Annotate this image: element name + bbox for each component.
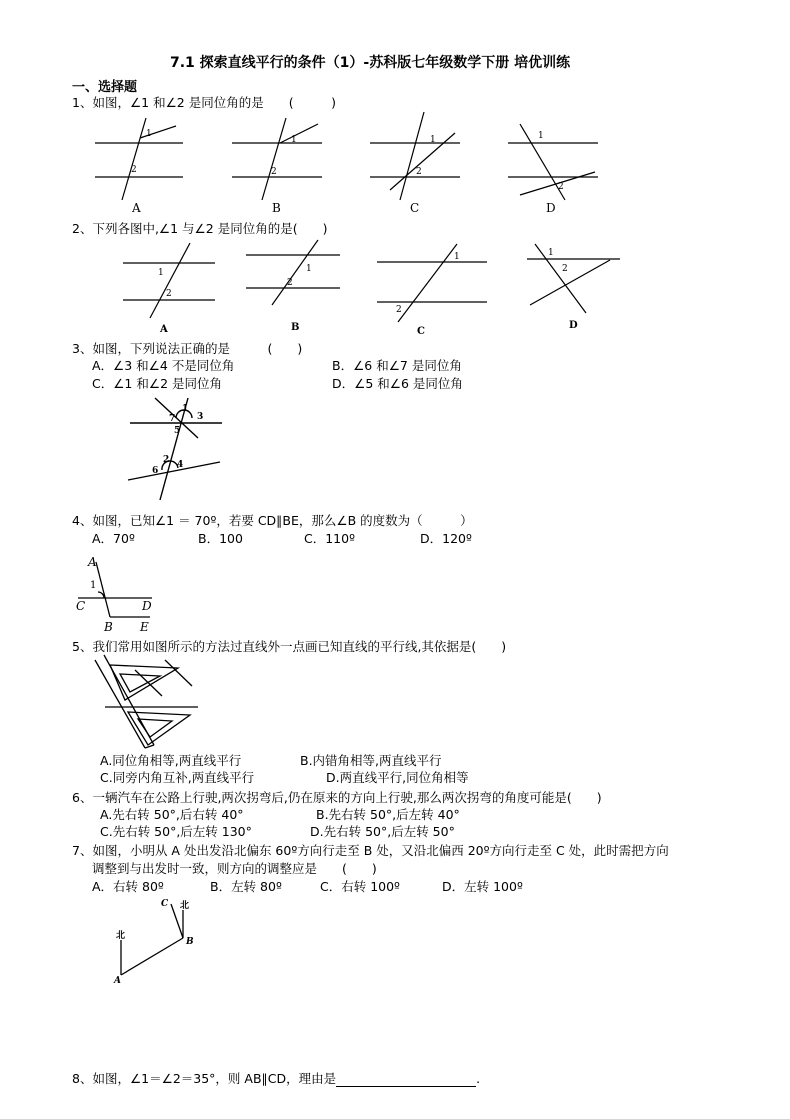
q1d-angle-2: 2 (558, 182, 564, 192)
q3-angle-1: 1 (182, 404, 189, 414)
q2a-angle-1: 1 (158, 268, 164, 278)
q3-option-c: C．∠1 和∠2 是同位角 (92, 376, 222, 391)
q2-stem: 2、下列各图中,∠1 与∠2 是同位角的是( ) (72, 221, 328, 236)
q7-point-c: C (161, 899, 169, 909)
q1b-angle-2: 2 (271, 167, 277, 177)
q7-option-a: A．右转 80º (92, 879, 164, 894)
q7-option-d: D．左转 100º (442, 879, 523, 894)
q4-stem: 4、如图，已知∠1 ＝ 70º，若要 CD∥BE，那么∠B 的度数为（ ） (72, 513, 473, 528)
q6-option-c: C.先右转 50°,后左转 130° (100, 824, 252, 839)
q2c-angle-2: 2 (396, 305, 402, 315)
q2a-angle-2: 2 (166, 289, 172, 299)
q2c-angle-1: 1 (454, 252, 460, 262)
q4-point-c: C (76, 599, 86, 613)
q7-point-b: B (186, 937, 194, 947)
q6-option-b: B.先右转 50°,后左转 40° (316, 807, 460, 822)
q5-option-a: A.同位角相等,两直线平行 (100, 753, 242, 768)
q2-label-c: C (417, 326, 425, 337)
q3-angle-4: 4 (177, 460, 184, 470)
q7-option-c: C．右转 100º (320, 879, 400, 894)
q1b-angle-1: 1 (291, 135, 297, 145)
q7-option-b: B．左转 80º (210, 879, 282, 894)
q4-option-a: A．70º (92, 531, 135, 546)
q6-option-d: D.先右转 50°,后左转 50° (310, 824, 455, 839)
q2d-angle-1: 1 (548, 248, 554, 258)
q1-label-a: A (132, 201, 141, 215)
q1a-angle-1: 1 (146, 129, 152, 139)
q2b-angle-1: 1 (306, 264, 312, 274)
q4-option-b: B．100 (198, 531, 243, 546)
q1-label-c: C (410, 201, 420, 215)
q8-stem-text: 8、如图，∠1＝∠2＝35°，则 AB∥CD，理由是 (72, 1071, 337, 1086)
q2-label-d: D (569, 320, 578, 331)
section-heading: 一、选择题 (72, 80, 138, 95)
q6-option-a: A.先右转 50°,后右转 40° (100, 807, 244, 822)
q3-angle-7: 7 (169, 414, 176, 424)
q5-stem: 5、我们常用如图所示的方法过直线外一点画已知直线的平行线,其依据是( ) (72, 639, 507, 654)
q4-point-e: E (140, 620, 149, 634)
q7-north-label-a: 北 (116, 931, 126, 941)
q2d-angle-2: 2 (562, 264, 568, 274)
q7-stem-line1: 7、如图，小明从 A 处出发沿北偏东 60º方向行走至 B 处，又沿北偏西 20º方向行走至 C 处，此时需把方向 (72, 843, 669, 858)
q2b-angle-2: 2 (287, 278, 293, 288)
q8-answer-blank[interactable] (336, 1074, 476, 1087)
q5-option-b: B.内错角相等,两直线平行 (300, 753, 442, 768)
q6-stem: 6、一辆汽车在公路上行驶,两次拐弯后,仍在原来的方向上行驶,那么两次拐弯的角度可能是( ) (72, 790, 602, 805)
q1-stem: 1、如图，∠1 和∠2 是同位角的是 ( ) (72, 95, 336, 110)
page-title: 7.1 探索直线平行的条件（1）-苏科版七年级数学下册 培优训练 (170, 55, 571, 71)
q3-angle-2: 2 (163, 455, 170, 465)
q1c-angle-2: 2 (416, 167, 422, 177)
q2-label-a: A (160, 324, 168, 335)
q7-path-ab (121, 938, 183, 975)
q8-stem-end: . (476, 1071, 481, 1086)
q3-option-a: A．∠3 和∠4 不是同位角 (92, 358, 235, 373)
q4-angle-1: 1 (90, 580, 97, 591)
q2-label-b: B (291, 322, 300, 333)
q4-option-c: C．110º (304, 531, 355, 546)
q5-option-c: C.同旁内角互补,两直线平行 (100, 770, 255, 785)
q7-north-label-b: 北 (180, 901, 190, 911)
q4-option-d: D．120º (420, 531, 472, 546)
q3-stem: 3、如图，下列说法正确的是 ( ) (72, 341, 303, 356)
q3-angle-6: 6 (152, 466, 159, 476)
q4-point-b: B (104, 620, 113, 634)
q7-stem-line2: 调整到与出发时一致，则方向的调整应是 ( ) (92, 861, 377, 876)
q4-point-d: D (142, 599, 152, 613)
q1c-angle-1: 1 (430, 135, 436, 145)
q1d-angle-1: 1 (538, 131, 544, 141)
q8-stem (72, 1069, 480, 1087)
q4-point-a: A (88, 555, 97, 569)
q3-option-d: D．∠5 和∠6 是同位角 (332, 376, 463, 391)
q3-angle-5: 5 (174, 426, 181, 436)
q5-option-d: D.两直线平行,同位角相等 (326, 770, 469, 785)
q1a-angle-2: 2 (131, 165, 137, 175)
q3-option-b: B．∠6 和∠7 是同位角 (332, 358, 462, 373)
q3-angle-3: 3 (197, 412, 204, 422)
q7-point-a: A (114, 976, 121, 986)
q1-label-b: B (272, 201, 281, 215)
q1-label-d: D (546, 201, 556, 215)
